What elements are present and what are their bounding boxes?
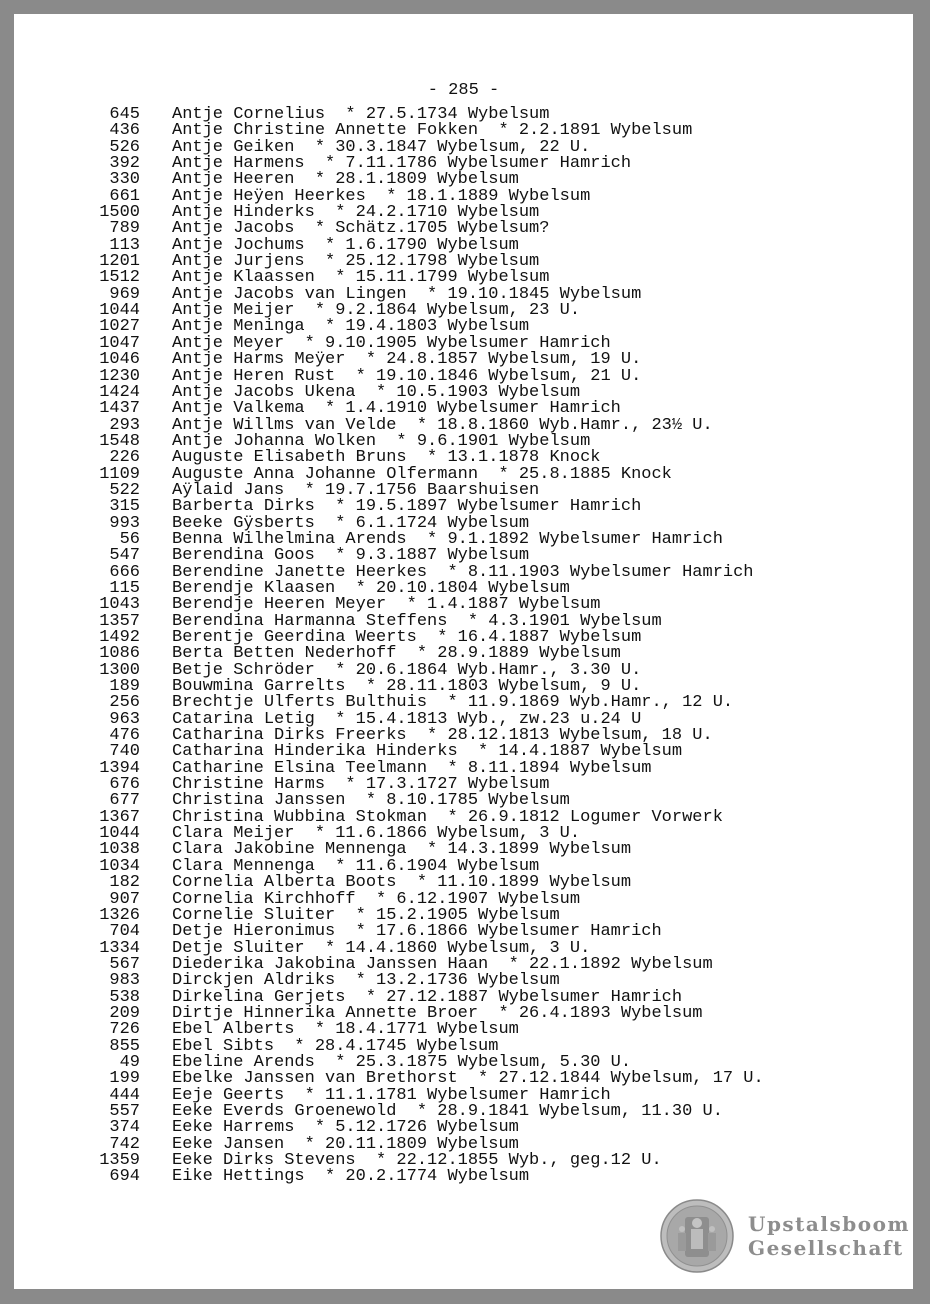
entry-number: 677	[109, 791, 140, 811]
entry-text: Antje Heeren * 28.1.1809 Wybelsum	[172, 170, 519, 190]
entry-text: Catharina Hinderika Hinderks * 14.4.1887 Wybelsum	[172, 742, 683, 762]
entry-text: Antje Hinderks * 24.2.1710 Wybelsum	[172, 203, 540, 223]
entry-number: 315	[109, 497, 140, 517]
entry-number: 199	[109, 1069, 140, 1089]
entry-number: 645	[109, 105, 140, 124]
entry-text: Berendje Klaasen * 20.10.1804 Wybelsum	[172, 578, 570, 598]
entry-number: 1359	[99, 1151, 140, 1170]
upstalsboom-logo	[660, 1199, 910, 1273]
entry-text: Antje Jurjens * 25.12.1798 Wybelsum	[172, 252, 540, 272]
entry-number: 1027	[99, 317, 140, 337]
entry-number: 993	[109, 513, 140, 533]
entry-number: 444	[109, 1085, 140, 1105]
entry-number: 1367	[99, 807, 140, 827]
entry-text: Berta Betten Nederhoff * 28.9.1889 Wybelsum	[172, 644, 621, 664]
entry-number: 436	[109, 121, 140, 141]
entry-number: 1109	[99, 464, 140, 484]
entry-text: Antje Jacobs van Lingen * 19.10.1845 Wybelsum	[172, 284, 642, 304]
entry-text: Cornelie Sluiter * 15.2.1905 Wybelsum	[172, 905, 560, 925]
seal-icon	[660, 1199, 734, 1273]
entry-text: Brechtje Ulferts Bulthuis * 11.9.1869 Wyb.Hamr., 12 U.	[172, 693, 734, 713]
entry-number: 538	[109, 987, 140, 1007]
entry-number: 963	[109, 709, 140, 729]
entry-text: Antje Jacobs Ukena * 10.5.1903 Wybelsum	[172, 382, 581, 402]
entry-number: 1047	[99, 333, 140, 353]
entry-text: Dirtje Hinnerika Annette Broer * 26.4.1893 Wybelsum	[172, 1003, 703, 1023]
entry-text: Christina Wubbina Stokman * 26.9.1812 Logumer Vorwerk	[172, 807, 723, 827]
entry-text: Antje Meninga * 19.4.1803 Wybelsum	[172, 317, 530, 337]
entry-number: 392	[109, 154, 140, 174]
entry-number: 256	[109, 693, 140, 713]
entry-text: Berentje Geerdina Weerts * 16.4.1887 Wybelsum	[172, 628, 642, 647]
entry-text: Berendina Goos * 9.3.1887 Wybelsum	[172, 546, 530, 566]
entry-number: 226	[109, 448, 140, 468]
entry-number: 374	[109, 1118, 140, 1138]
entry-text: Detje Hieronimus * 17.6.1866 Wybelsumer Hamrich	[172, 922, 662, 942]
entry-text: Cornelia Alberta Boots * 11.10.1899 Wybelsum	[172, 873, 632, 893]
entry-text: Antje Klaassen * 15.11.1799 Wybelsum	[172, 268, 550, 288]
entry-number: 1086	[99, 644, 140, 664]
entry-text: Detje Sluiter * 14.4.1860 Wybelsum, 3 U.	[172, 938, 591, 958]
entry-text: Christine Harms * 17.3.1727 Wybelsum	[172, 775, 550, 795]
entry-number: 742	[109, 1134, 140, 1154]
entry-text: Dirkelina Gerjets * 27.12.1887 Wybelsumer Hamrich	[172, 987, 683, 1007]
entry-text: Auguste Elisabeth Bruns * 13.1.1878 Knock	[172, 448, 601, 468]
entry-number: 1334	[99, 938, 140, 958]
entry-text: Eeje Geerts * 11.1.1781 Wybelsumer Hamrich	[172, 1085, 611, 1105]
entry-number: 907	[109, 889, 140, 909]
entry-number: 1326	[99, 905, 140, 925]
entry-number: 676	[109, 775, 140, 795]
entry-number: 113	[109, 235, 140, 255]
entry-text: Auguste Anna Johanne Olfermann * 25.8.1885 Knock	[172, 464, 672, 484]
entry-text: Antje Valkema * 1.4.1910 Wybelsumer Hamrich	[172, 399, 621, 419]
entry-number: 1437	[99, 399, 140, 419]
entry-text: Eeke Jansen * 20.11.1809 Wybelsum	[172, 1134, 519, 1154]
entry-text: Clara Mennenga * 11.6.1904 Wybelsum	[172, 856, 540, 876]
entry-text: Diederika Jakobina Janssen Haan * 22.1.1892 Wybelsum	[172, 954, 713, 974]
entry-text: Antje Jacobs * Schätz.1705 Wybelsum?	[172, 219, 550, 239]
entry-text: Cornelia Kirchhoff * 6.12.1907 Wybelsum	[172, 889, 581, 909]
entry-text: Ebelke Janssen van Brethorst * 27.12.1844 Wybelsum, 17 U.	[172, 1069, 764, 1089]
logo-text	[748, 1212, 910, 1260]
entry-text: Catarina Letig * 15.4.1813 Wyb., zw.23 u.24 U	[172, 709, 642, 729]
entry-number: 209	[109, 1003, 140, 1023]
entry-text: Clara Jakobine Mennenga * 14.3.1899 Wybelsum	[172, 840, 632, 860]
logo-line-2: Gesellschaft	[748, 1236, 904, 1260]
entry-number: 1038	[99, 840, 140, 860]
entry-number: 1548	[99, 431, 140, 451]
entry-number: 704	[109, 922, 140, 942]
entry-number: 526	[109, 137, 140, 157]
entry-number: 476	[109, 726, 140, 746]
entry-text: Dirckjen Aldriks * 13.2.1736 Wybelsum	[172, 971, 560, 991]
entry-text: Eike Hettings * 20.2.1774 Wybelsum	[172, 1167, 530, 1187]
entry-text: Eeke Dirks Stevens * 22.12.1855 Wyb., geg.12 U.	[172, 1151, 662, 1170]
entry-number: 115	[109, 578, 140, 598]
entry-number: 182	[109, 873, 140, 893]
list-item	[88, 1169, 764, 1185]
entry-number: 49	[119, 1052, 140, 1072]
entry-number: 740	[109, 742, 140, 762]
entry-number: 1044	[99, 301, 140, 321]
entry-number: 293	[109, 415, 140, 435]
document-page	[14, 14, 913, 1289]
entry-text: Barberta Dirks * 19.5.1897 Wybelsumer Hamrich	[172, 497, 642, 517]
entry-text: Antje Willms van Velde * 18.8.1860 Wyb.Hamr., 23½ U.	[172, 415, 713, 435]
entry-number: 1512	[99, 268, 140, 288]
entry-text: Antje Meijer * 9.2.1864 Wybelsum, 23 U.	[172, 301, 581, 321]
entry-text: Antje Cornelius * 27.5.1734 Wybelsum	[172, 105, 550, 124]
entry-number: 1394	[99, 758, 140, 778]
entry-number: 1300	[99, 660, 140, 680]
entry-text: Berendine Janette Heerkes * 8.11.1903 Wybelsumer Hamrich	[172, 562, 754, 582]
entry-number: 726	[109, 1020, 140, 1040]
entry-text: Antje Geiken * 30.3.1847 Wybelsum, 22 U.	[172, 137, 591, 157]
entry-text: Clara Meijer * 11.6.1866 Wybelsum, 3 U.	[172, 824, 581, 844]
page-number: - 285 -	[427, 81, 500, 100]
entry-number: 1201	[99, 252, 140, 272]
entry-number: 789	[109, 219, 140, 239]
entry-number: 330	[109, 170, 140, 190]
entry-number: 1230	[99, 366, 140, 386]
entry-text: Beeke Gÿsberts * 6.1.1724 Wybelsum	[172, 513, 530, 533]
entry-number: 666	[109, 562, 140, 582]
entry-number: 694	[109, 1167, 140, 1187]
entry-text: Antje Heren Rust * 19.10.1846 Wybelsum, 21 U.	[172, 366, 642, 386]
entry-number: 1043	[99, 595, 140, 615]
entry-list	[88, 107, 764, 1186]
entry-number: 522	[109, 480, 140, 500]
entry-number: 855	[109, 1036, 140, 1056]
entry-number: 1492	[99, 628, 140, 647]
entry-number: 567	[109, 954, 140, 974]
entry-number: 1424	[99, 382, 140, 402]
entry-text: Berendje Heeren Meyer * 1.4.1887 Wybelsum	[172, 595, 601, 615]
entry-number: 1034	[99, 856, 140, 876]
entry-number: 661	[109, 186, 140, 206]
entry-number: 983	[109, 971, 140, 991]
entry-text: Eeke Harrems * 5.12.1726 Wybelsum	[172, 1118, 519, 1138]
entry-text: Ebel Alberts * 18.4.1771 Wybelsum	[172, 1020, 519, 1040]
entry-number: 969	[109, 284, 140, 304]
entry-text: Antje Heÿen Heerkes * 18.1.1889 Wybelsum	[172, 186, 591, 206]
entry-number: 1044	[99, 824, 140, 844]
entry-text: Betje Schröder * 20.6.1864 Wyb.Hamr., 3.30 U.	[172, 660, 642, 680]
entry-text: Catharina Dirks Freerks * 28.12.1813 Wybelsum, 18 U.	[172, 726, 713, 746]
entry-number: 557	[109, 1101, 140, 1121]
entry-text: Antje Christine Annette Fokken * 2.2.1891 Wybelsum	[172, 121, 693, 141]
entry-number: 547	[109, 546, 140, 566]
entry-text: Antje Jochums * 1.6.1790 Wybelsum	[172, 235, 519, 255]
entry-text: Antje Harmens * 7.11.1786 Wybelsumer Hamrich	[172, 154, 632, 174]
entry-number: 1357	[99, 611, 140, 631]
entry-text: Ebeline Arends * 25.3.1875 Wybelsum, 5.30 U.	[172, 1052, 632, 1072]
entry-text: Berendina Harmanna Steffens * 4.3.1901 Wybelsum	[172, 611, 662, 631]
entry-text: Eeke Everds Groenewold * 28.9.1841 Wybelsum, 11.30 U.	[172, 1101, 723, 1121]
entry-number: 56	[119, 529, 140, 549]
logo-line-1: Upstalsboom	[748, 1212, 911, 1236]
entry-text: Bouwmina Garrelts * 28.11.1803 Wybelsum, 9 U.	[172, 677, 642, 697]
entry-text: Antje Harms Meÿer * 24.8.1857 Wybelsum, 19 U.	[172, 350, 642, 370]
entry-number: 1046	[99, 350, 140, 370]
entry-text: Catharine Elsina Teelmann * 8.11.1894 Wybelsum	[172, 758, 652, 778]
entry-number: 1500	[99, 203, 140, 223]
entry-text: Antje Johanna Wolken * 9.6.1901 Wybelsum	[172, 431, 591, 451]
entry-text: Benna Wilhelmina Arends * 9.1.1892 Wybelsumer Hamrich	[172, 529, 723, 549]
entry-text: Antje Meyer * 9.10.1905 Wybelsumer Hamrich	[172, 333, 611, 353]
entry-number: 189	[109, 677, 140, 697]
entry-text: Christina Janssen * 8.10.1785 Wybelsum	[172, 791, 570, 811]
entry-text: Aÿlaid Jans * 19.7.1756 Baarshuisen	[172, 480, 540, 500]
entry-text: Ebel Sibts * 28.4.1745 Wybelsum	[172, 1036, 499, 1056]
